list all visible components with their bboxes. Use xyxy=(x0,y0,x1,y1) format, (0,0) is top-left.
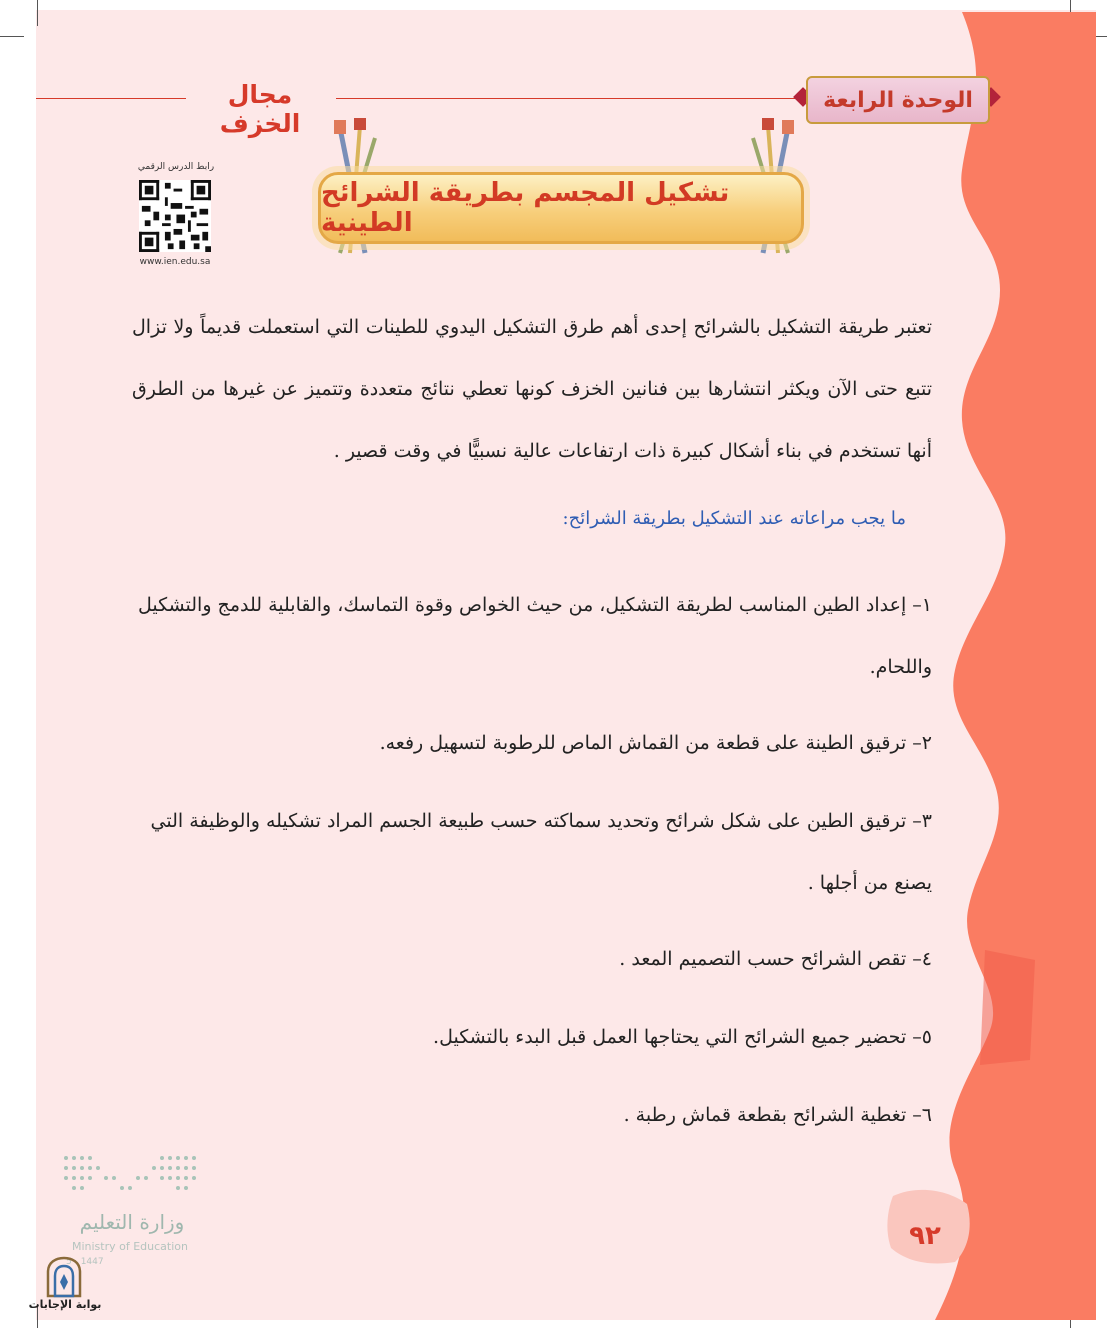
ministry-logo-icon xyxy=(62,1154,198,1198)
list-item: ٦– تغطية الشرائح بقطعة قماش رطبة . xyxy=(623,1104,932,1126)
header-rule-middle xyxy=(336,98,796,99)
qr-label: رابط الدرس الرقمي xyxy=(137,162,215,172)
field-title: مجال الخزف xyxy=(219,80,301,138)
lesson-title-banner xyxy=(318,172,804,244)
header-rule-left xyxy=(36,98,186,99)
qr-url: www.ien.edu.sa xyxy=(139,257,211,267)
lesson-title: تشكيل المجسم بطريقة الشرائح الطينية xyxy=(321,178,730,238)
portal-watermark-label: بوابة الإجابات xyxy=(28,1298,102,1311)
mosque-gate-icon xyxy=(44,1256,84,1298)
page-number: ٩٢ xyxy=(909,1221,941,1251)
ministry-name-ar: وزارة التعليم xyxy=(79,1210,185,1234)
list-item: ٤– تقص الشرائح حسب التصميم المعد . xyxy=(619,948,932,970)
list-item: ٥– تحضير جميع الشرائح التي يحتاجها العمل قبل البدء بالتشكيل. xyxy=(433,1026,932,1048)
unit-label: الوحدة الرابعة xyxy=(823,87,973,113)
section-heading: ما يجب مراعاته عند التشكيل بطريقة الشرائح: xyxy=(562,508,906,529)
qr-code-icon[interactable] xyxy=(139,180,211,252)
list-item: ٣– ترقيق الطين على شكل شرائح وتحديد سماكته حسب طبيعة الجسم المراد تشكيله والوظيفة التي يصنع من أجلها . xyxy=(150,810,932,894)
ministry-name-en: Ministry of Education xyxy=(71,1240,188,1253)
unit-badge xyxy=(806,76,990,124)
list-item: ٢– ترقيق الطينة على قطعة من القماش الماص للرطوبة لتسهيل رفعه. xyxy=(379,732,932,754)
list-item: ١– إعداد الطين المناسب لطريقة التشكيل، من حيث الخواص وقوة التماسك، والقابلية للدمج والتشكيل واللحام. xyxy=(137,594,932,678)
ministry-year: 5 - 1447 xyxy=(66,1257,104,1267)
intro-paragraph: تعتبر طريقة التشكيل بالشرائح إحدى أهم طرق التشكيل اليدوي للطينات التي استعملت قديماً ولا تزال تتبع حتى الآن ويكثر انتشارها بين فنانين الخزف كونها تعطي نتائج متعددة وتتميز عن غيرها من الطرق أنها تستخدم في بناء أشكال كبيرة ذات ارتفاعات عالية نسبيًّا في وقت قصير . xyxy=(132,316,932,462)
